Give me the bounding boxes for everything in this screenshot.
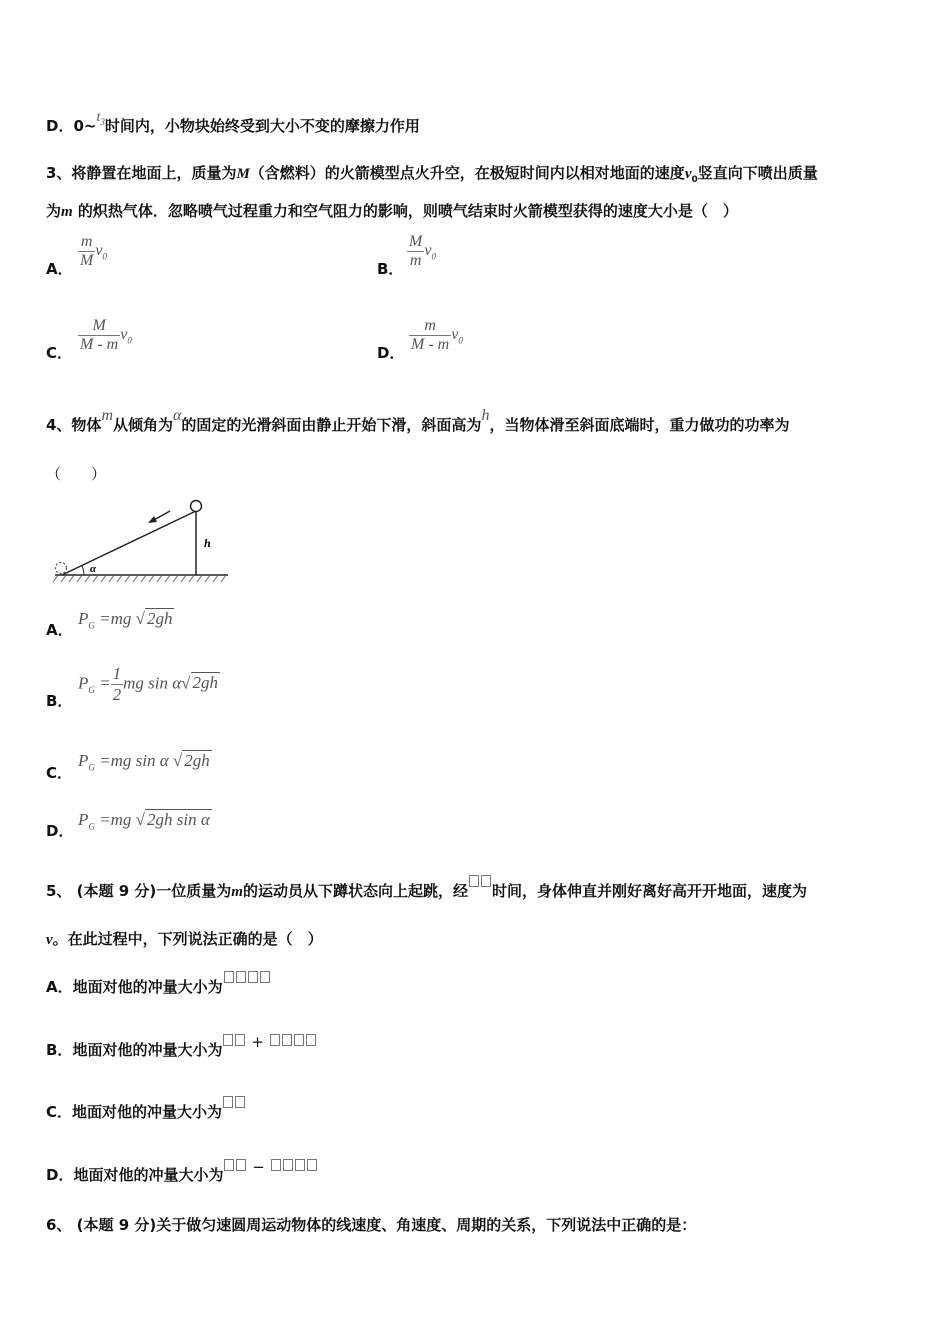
- q3-option-a-formula: $\frac{m}{M}$ $v_0$: [80, 233, 107, 269]
- incline-figure: [50, 495, 230, 585]
- q3-option-d-label: D．: [377, 344, 405, 362]
- q4-option-c-label: C．: [46, 764, 73, 782]
- q5-option-a: A．地面对他的冲量大小为: [46, 976, 271, 997]
- q3-stem-line1: 3、将静置在地面上，质量为M（含燃料）的火箭模型点火升空，在极短时间内以相对地面的速度$v_0$竖直向下喷出质量: [46, 164, 818, 185]
- q4-option-c-formula: $P_G =mg$ sin α √ 2gh: [78, 751, 210, 773]
- block-bottom-circle: [56, 563, 67, 574]
- q4-option-d-formula: $P_G =mg$ √ 2gh sin α: [78, 810, 210, 832]
- q3-option-c-label: C．: [46, 344, 73, 362]
- q4-option-b-label: B．: [46, 692, 73, 710]
- q5-option-c: C．地面对他的冲量大小为: [46, 1101, 246, 1122]
- q4-option-b-formula: $P_G$ = $\frac{1}{2}$ mg sin α√ 2gh: [78, 664, 219, 704]
- q3-option-d-formula: $\frac{m}{M - m}$ $v_0$: [411, 317, 463, 353]
- q3-option-c-formula: $\frac{M}{M - m}$ $v_0$: [80, 317, 132, 353]
- time-prefix: 0~: [73, 117, 97, 135]
- q3-option-b-formula: $\frac{M}{m}$ $v_0$: [409, 233, 436, 269]
- q3-stem-line2: 为m 的炽热气体．忽略喷气过程重力和空气阻力的影响，则喷气结束时火箭模型获得的速度大小是（ ）: [46, 202, 738, 220]
- q4-option-d-label: D．: [46, 822, 74, 840]
- incline-surface: [62, 511, 196, 575]
- option-label: D．: [46, 117, 74, 135]
- height-label: h: [204, 536, 211, 550]
- missing-formula-glyph: [468, 874, 492, 892]
- block-top-circle: [191, 501, 202, 512]
- q3-option-a-label: A．: [46, 260, 73, 278]
- q2-option-d: [46, 110, 420, 137]
- q4-option-a-label: A．: [46, 621, 73, 639]
- missing-formula-glyph: −: [223, 1158, 317, 1176]
- q4-stem-line1: 4、物体m从倾角为α的固定的光滑斜面由静止开始下滑，斜面高为h，当物体滑至斜面底端时，重力做功的功率为: [46, 407, 790, 434]
- motion-arrowhead: [148, 516, 157, 523]
- option-text: 时间内，小物块始终受到大小不变的摩擦力作用: [104, 117, 420, 135]
- missing-formula-glyph: +: [222, 1033, 316, 1051]
- angle-label: α: [90, 563, 97, 575]
- missing-formula-glyph: [223, 970, 271, 988]
- q4-option-a-formula: $P_G =mg$ √ 2gh: [78, 609, 173, 631]
- q4-answer-paren: （ ）: [46, 465, 107, 483]
- q3-option-b-label: B．: [377, 260, 404, 278]
- missing-formula-glyph: [222, 1095, 246, 1113]
- q6-stem: 6、 (本题 9 分)关于做匀速圆周运动物体的线速度、角速度、周期的关系，下列说法中正确的是：: [46, 1216, 697, 1234]
- q5-option-b: B．地面对他的冲量大小为 +: [46, 1039, 317, 1060]
- q5-option-d: D．地面对他的冲量大小为 −: [46, 1164, 318, 1185]
- q5-stem-line2: v。在此过程中，下列说法正确的是（ ）: [46, 930, 323, 948]
- q5-stem-line1: 5、 (本题 9 分)一位质量为m的运动员从下蹲状态向上起跳，经 时间，身体伸直并刚好离好高开开地面，速度为: [46, 880, 807, 901]
- time-symbol: $t_3$: [96, 110, 105, 127]
